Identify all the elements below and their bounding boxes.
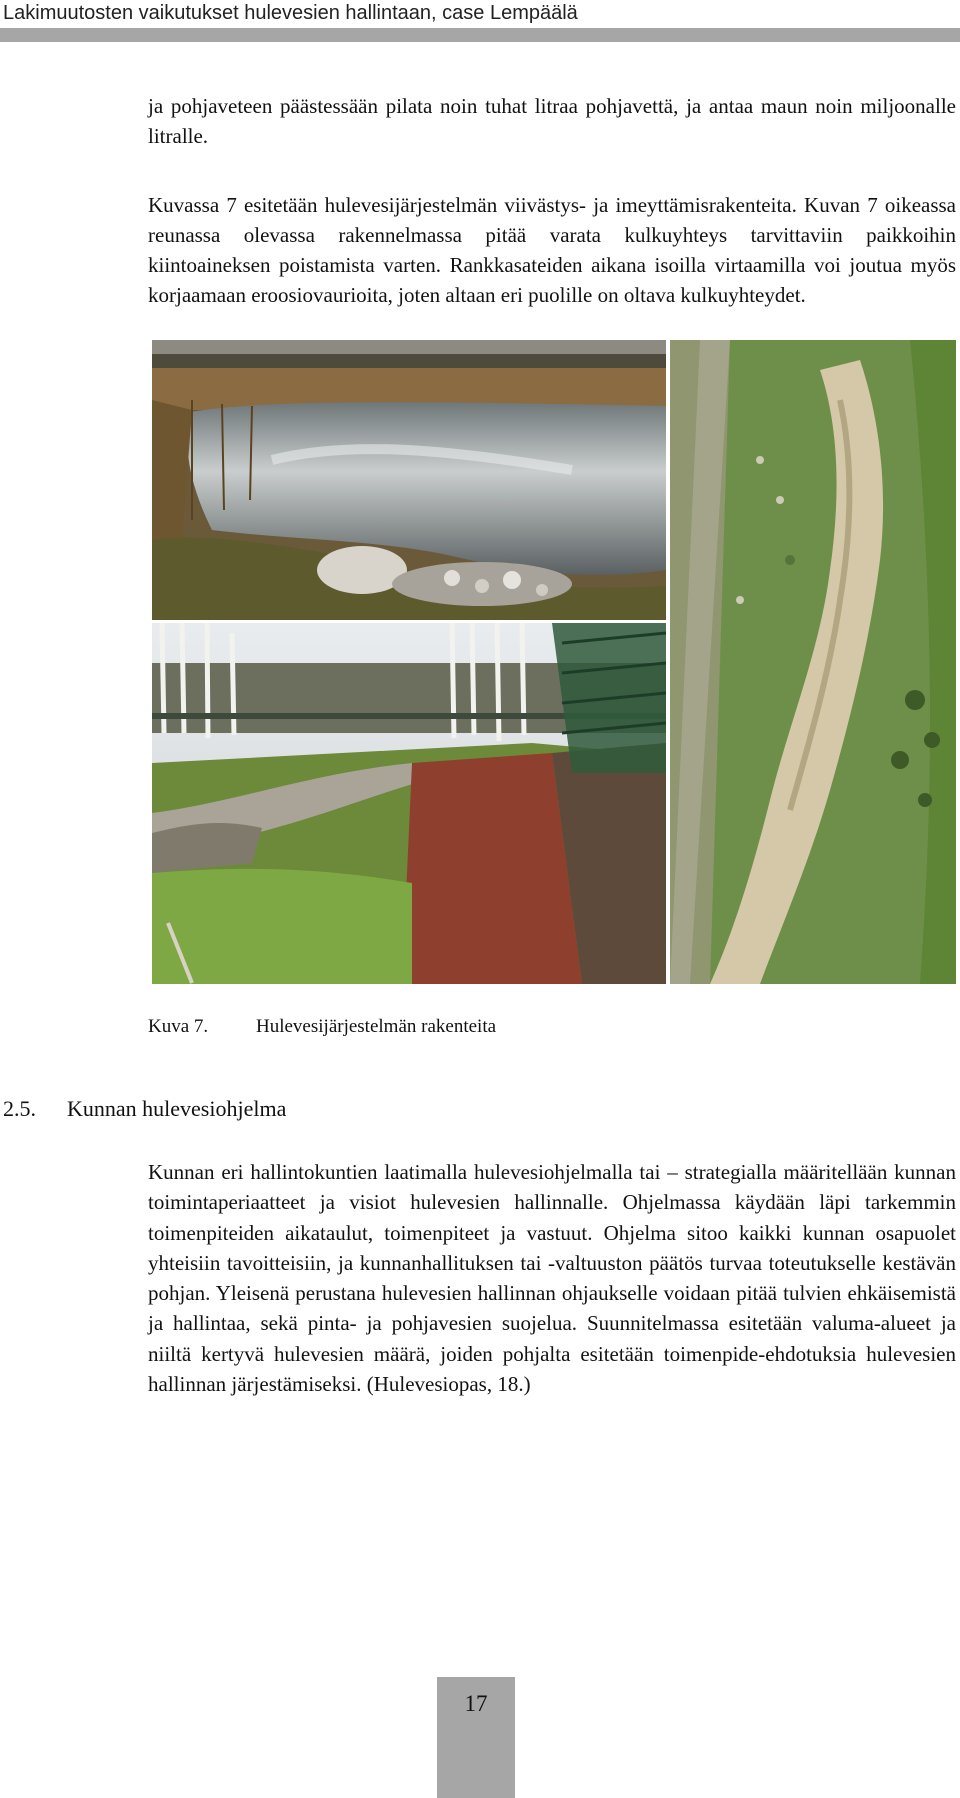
section-heading [3, 1095, 286, 1123]
body-paragraph-figure-intro: Kuvassa 7 esitetään hulevesijärjestelmän viivästys- ja imeyttämisrakenteita. Kuvan 7 oikeassa reunassa olevassa rakennelmassa pitää varata kulkuyhteys tarvittaviin paikkoihin kiintoaineksen poistamista varten. Rankkasateiden aikana isoilla virtaamilla voi joutua myös korjaamaan eroosiovaurioita, joten altaan eri puolille on oltava kulkuyhteydet. [148, 193, 956, 307]
running-header: Lakimuutosten vaikutukset hulevesien hallintaan, case Lempäälä [3, 2, 578, 24]
section-number: 2.5. [3, 1096, 36, 1121]
figure-caption-text: Hulevesijärjestelmän rakenteita [256, 1016, 497, 1037]
header-rule [0, 28, 960, 42]
figure-caption [148, 1015, 496, 1039]
pond-photo [152, 340, 666, 620]
page-number-box [437, 1677, 515, 1798]
body-paragraph-continued: ja pohjaveteen päästessään pilata noin tuhat litraa pohjavettä, ja antaa maun noin miljoonalle litralle. [148, 94, 956, 148]
figure-7 [152, 340, 956, 984]
swale-photo [152, 623, 666, 984]
section-paragraph: Kunnan eri hallintokuntien laatimalla hulevesiohjelmalla tai – strategialla määritellään kunnan toimintaperiaatteet ja visiot hulevesien hallinnalle. Ohjelmassa käydään läpi tarkemmin toimenpiteiden aikataulut, toimenpiteet ja vastuut. Ohjelma sitoo kaikki kunnan osapuolet yhteisiin tavoitteisiin, ja kunnanhallituksen tai -valtuuston päätös turvaa toteutukselle kestävän pohjan. Yleisenä perustana hulevesien hallinnan ohjaukselle voidaan pitää tulvien ehkäisemistä ja hallintaa, sekä pinta- ja pohjavesien suojelua. Suunnitelmassa esitetään valuma-alueet ja niiltä kertyvä hulevesien määrä, joiden pohjalta esitetään toimenpide-ehdotuksia hulevesien hallinnan järjestämiseksi. (Hulevesiopas, 18.) [148, 1160, 956, 1397]
page-number: 17 [464, 1691, 488, 1716]
figure-caption-number: Kuva 7. [148, 1016, 209, 1037]
section-title: Kunnan hulevesiohjelma [67, 1096, 287, 1121]
aerial-photo [670, 340, 956, 984]
